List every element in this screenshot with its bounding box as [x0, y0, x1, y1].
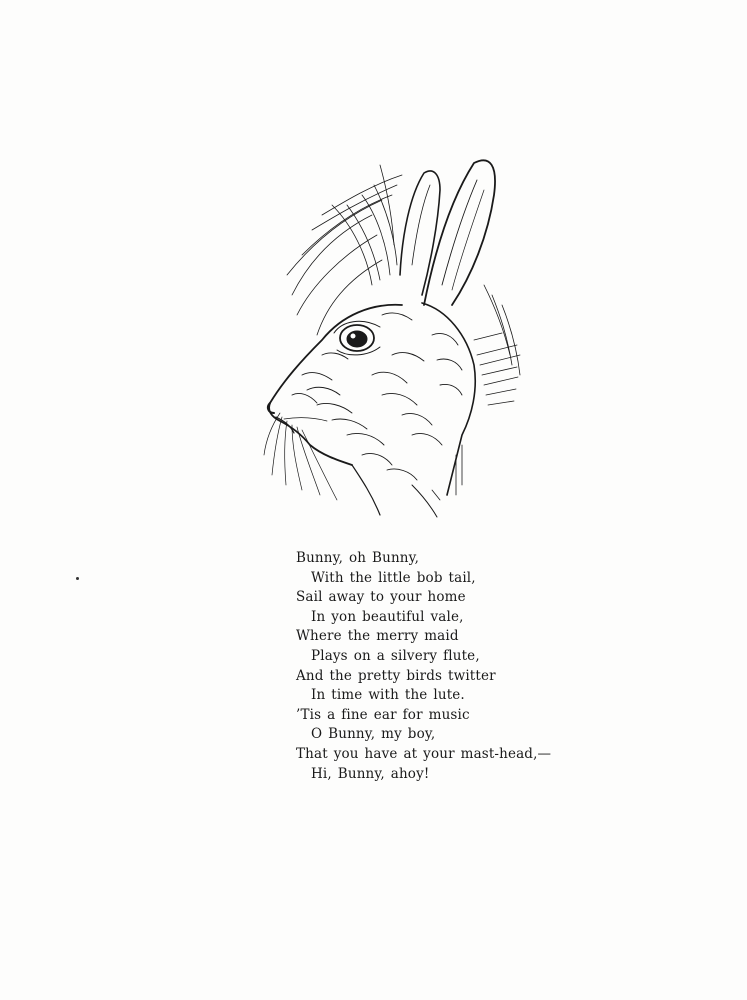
- fur-hatching: [292, 313, 462, 480]
- poem-line: In yon beautiful vale,: [311, 608, 464, 625]
- rabbit-head-icon: [262, 155, 530, 523]
- grass-strokes: [287, 165, 520, 405]
- poem-line: Sail away to your home: [296, 589, 466, 606]
- ink-speck: [76, 577, 79, 580]
- poem-line: Hi, Bunny, ahoy!: [311, 765, 430, 782]
- rabbit-illustration: [262, 155, 530, 523]
- poem: [296, 549, 551, 784]
- poem-line: That you have at your mast-head,—: [296, 745, 552, 762]
- poem-line: Plays on a silvery flute,: [311, 647, 480, 664]
- poem-line: Where the merry maid: [296, 628, 459, 645]
- poem-line: Bunny, oh Bunny,: [296, 550, 420, 566]
- head-outline: [269, 305, 402, 465]
- back-ear: [400, 171, 440, 295]
- poem-line: And the pretty birds twitter: [296, 667, 496, 684]
- poem-line: In time with the lute.: [311, 687, 465, 704]
- poem-line: ’Tis a fine ear for music: [296, 706, 470, 723]
- whiskers: [264, 413, 337, 500]
- poem-line: O Bunny, my boy,: [311, 726, 436, 743]
- poem-line: With the little bob tail,: [311, 569, 476, 586]
